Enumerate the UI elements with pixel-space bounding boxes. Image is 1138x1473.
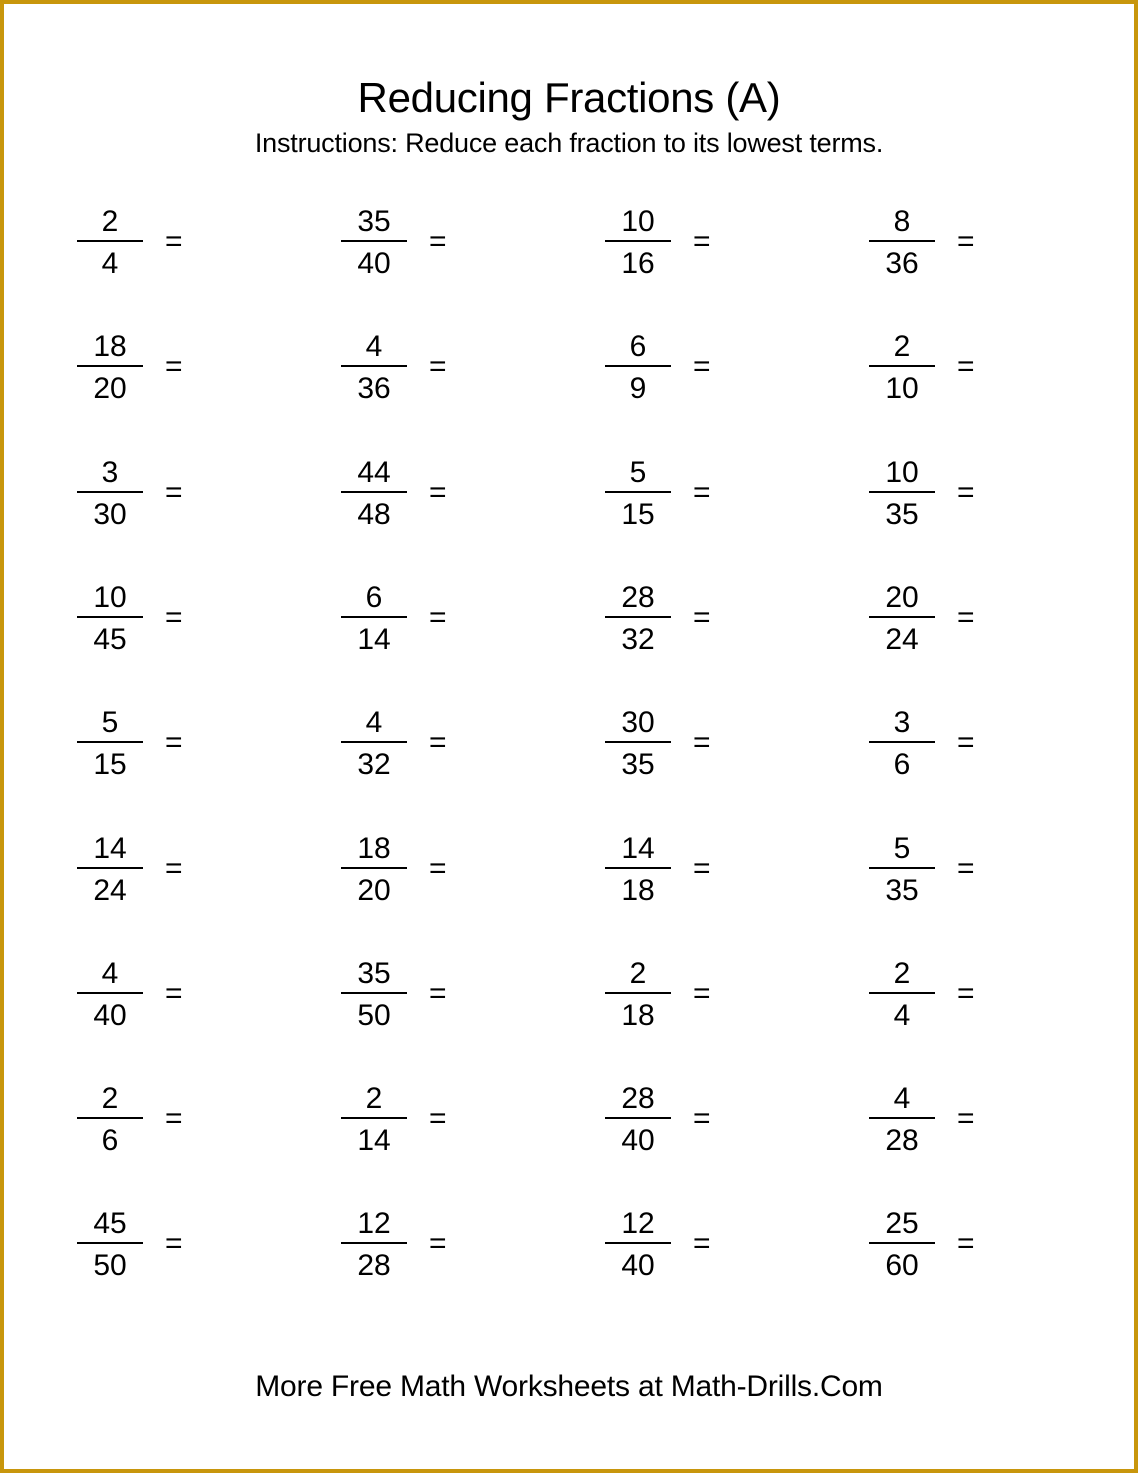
numerator: 5 xyxy=(629,456,647,489)
equals-sign: = xyxy=(693,225,711,258)
numerator: 44 xyxy=(357,456,391,489)
equals-sign: = xyxy=(429,225,447,258)
fraction-problem xyxy=(341,204,481,284)
fraction xyxy=(77,705,143,783)
fraction-problem xyxy=(869,956,1009,1036)
numerator: 5 xyxy=(893,832,911,865)
fraction-problem xyxy=(605,1081,745,1161)
fraction-problem xyxy=(77,831,217,911)
denominator: 20 xyxy=(357,874,391,907)
fraction-problem xyxy=(869,831,1009,911)
fraction-problem xyxy=(605,329,745,409)
denominator: 28 xyxy=(357,1249,391,1282)
denominator: 40 xyxy=(93,999,127,1032)
equals-sign: = xyxy=(957,225,975,258)
numerator: 4 xyxy=(101,957,119,990)
fraction xyxy=(77,1206,143,1284)
fraction xyxy=(77,329,143,407)
numerator: 5 xyxy=(101,706,119,739)
denominator: 48 xyxy=(357,498,391,531)
fraction-problem xyxy=(341,831,481,911)
equals-sign: = xyxy=(693,977,711,1010)
equals-sign: = xyxy=(429,1102,447,1135)
fraction-problem xyxy=(605,956,745,1036)
fraction xyxy=(605,329,671,407)
fraction xyxy=(341,580,407,658)
fraction xyxy=(869,956,935,1034)
numerator: 12 xyxy=(621,1207,655,1240)
fraction-problem xyxy=(341,705,481,785)
fraction xyxy=(77,580,143,658)
numerator: 2 xyxy=(101,1082,119,1115)
fraction xyxy=(605,1081,671,1159)
numerator: 2 xyxy=(365,1082,383,1115)
fraction xyxy=(605,705,671,783)
equals-sign: = xyxy=(957,1102,975,1135)
equals-sign: = xyxy=(693,726,711,759)
fraction-problem xyxy=(341,1206,481,1286)
fraction xyxy=(77,956,143,1034)
numerator: 25 xyxy=(885,1207,919,1240)
fraction-problem xyxy=(77,1081,217,1161)
fraction xyxy=(869,705,935,783)
denominator: 18 xyxy=(621,874,655,907)
denominator: 35 xyxy=(885,498,919,531)
equals-sign: = xyxy=(957,977,975,1010)
equals-sign: = xyxy=(429,726,447,759)
fraction xyxy=(341,204,407,282)
fraction-problem xyxy=(869,705,1009,785)
fraction-problem xyxy=(869,1081,1009,1161)
fraction xyxy=(605,831,671,909)
numerator: 6 xyxy=(365,581,383,614)
fraction-problem xyxy=(605,831,745,911)
equals-sign: = xyxy=(693,1102,711,1135)
fraction-problem xyxy=(869,580,1009,660)
denominator: 36 xyxy=(357,372,391,405)
fraction-problem xyxy=(869,204,1009,284)
fraction xyxy=(77,204,143,282)
fraction-problem xyxy=(605,580,745,660)
equals-sign: = xyxy=(429,350,447,383)
fraction xyxy=(869,580,935,658)
fraction xyxy=(605,1206,671,1284)
numerator: 6 xyxy=(629,330,647,363)
fraction-problem xyxy=(341,329,481,409)
numerator: 30 xyxy=(621,706,655,739)
fraction xyxy=(341,329,407,407)
numerator: 35 xyxy=(357,205,391,238)
numerator: 4 xyxy=(893,1082,911,1115)
denominator: 15 xyxy=(621,498,655,531)
denominator: 40 xyxy=(621,1124,655,1157)
fraction xyxy=(341,455,407,533)
equals-sign: = xyxy=(957,476,975,509)
numerator: 45 xyxy=(93,1207,127,1240)
fraction-problem xyxy=(341,956,481,1036)
equals-sign: = xyxy=(429,601,447,634)
denominator: 50 xyxy=(357,999,391,1032)
denominator: 40 xyxy=(357,247,391,280)
denominator: 50 xyxy=(93,1249,127,1282)
fraction xyxy=(77,831,143,909)
fraction-problem xyxy=(605,1206,745,1286)
numerator: 2 xyxy=(893,330,911,363)
fraction xyxy=(341,705,407,783)
numerator: 4 xyxy=(365,330,383,363)
numerator: 20 xyxy=(885,581,919,614)
denominator: 35 xyxy=(885,874,919,907)
fraction xyxy=(605,204,671,282)
equals-sign: = xyxy=(693,1227,711,1260)
numerator: 2 xyxy=(893,957,911,990)
fraction xyxy=(605,956,671,1034)
fraction-problem xyxy=(869,455,1009,535)
fraction xyxy=(869,204,935,282)
fraction xyxy=(77,455,143,533)
numerator: 10 xyxy=(621,205,655,238)
equals-sign: = xyxy=(165,350,183,383)
denominator: 32 xyxy=(621,623,655,656)
fraction-problem xyxy=(605,204,745,284)
denominator: 20 xyxy=(93,372,127,405)
denominator: 9 xyxy=(629,372,647,405)
denominator: 45 xyxy=(93,623,127,656)
equals-sign: = xyxy=(957,852,975,885)
fraction xyxy=(869,1206,935,1284)
denominator: 10 xyxy=(885,372,919,405)
fraction-problem xyxy=(341,455,481,535)
fraction xyxy=(869,329,935,407)
denominator: 18 xyxy=(621,999,655,1032)
equals-sign: = xyxy=(165,601,183,634)
denominator: 6 xyxy=(101,1124,119,1157)
equals-sign: = xyxy=(165,476,183,509)
denominator: 4 xyxy=(101,247,119,280)
fraction xyxy=(869,455,935,533)
fraction xyxy=(605,455,671,533)
equals-sign: = xyxy=(165,726,183,759)
denominator: 36 xyxy=(885,247,919,280)
equals-sign: = xyxy=(165,1227,183,1260)
numerator: 3 xyxy=(101,456,119,489)
denominator: 30 xyxy=(93,498,127,531)
worksheet-instructions: Instructions: Reduce each fraction to its lowest terms. xyxy=(254,128,884,158)
numerator: 2 xyxy=(629,957,647,990)
numerator: 2 xyxy=(101,205,119,238)
fraction-problem xyxy=(869,1206,1009,1286)
fraction-problem xyxy=(605,455,745,535)
denominator: 24 xyxy=(885,623,919,656)
equals-sign: = xyxy=(957,350,975,383)
fraction-problem xyxy=(77,1206,217,1286)
denominator: 14 xyxy=(357,1124,391,1157)
denominator: 32 xyxy=(357,748,391,781)
denominator: 28 xyxy=(885,1124,919,1157)
denominator: 60 xyxy=(885,1249,919,1282)
fraction-problem xyxy=(869,329,1009,409)
denominator: 35 xyxy=(621,748,655,781)
denominator: 15 xyxy=(93,748,127,781)
fraction-problem xyxy=(605,705,745,785)
fraction-problem xyxy=(341,1081,481,1161)
denominator: 16 xyxy=(621,247,655,280)
equals-sign: = xyxy=(165,1102,183,1135)
numerator: 35 xyxy=(357,957,391,990)
numerator: 14 xyxy=(621,832,655,865)
equals-sign: = xyxy=(429,1227,447,1260)
fraction-problem xyxy=(341,580,481,660)
fraction-problem xyxy=(77,956,217,1036)
fraction-problem xyxy=(77,204,217,284)
equals-sign: = xyxy=(429,977,447,1010)
numerator: 3 xyxy=(893,706,911,739)
denominator: 24 xyxy=(93,874,127,907)
fraction-problem xyxy=(77,705,217,785)
fraction xyxy=(869,831,935,909)
worksheet-title: Reducing Fractions (A) xyxy=(357,74,781,121)
equals-sign: = xyxy=(693,601,711,634)
fraction xyxy=(77,1081,143,1159)
fraction-problem xyxy=(77,580,217,660)
numerator: 10 xyxy=(93,581,127,614)
equals-sign: = xyxy=(693,852,711,885)
fraction xyxy=(341,1206,407,1284)
numerator: 10 xyxy=(885,456,919,489)
equals-sign: = xyxy=(693,350,711,383)
numerator: 28 xyxy=(621,581,655,614)
fraction-problem xyxy=(77,329,217,409)
numerator: 28 xyxy=(621,1082,655,1115)
equals-sign: = xyxy=(165,977,183,1010)
equals-sign: = xyxy=(957,601,975,634)
numerator: 4 xyxy=(365,706,383,739)
equals-sign: = xyxy=(165,852,183,885)
numerator: 12 xyxy=(357,1207,391,1240)
equals-sign: = xyxy=(957,726,975,759)
denominator: 14 xyxy=(357,623,391,656)
denominator: 6 xyxy=(893,748,911,781)
equals-sign: = xyxy=(693,476,711,509)
numerator: 18 xyxy=(93,330,127,363)
fraction xyxy=(341,956,407,1034)
equals-sign: = xyxy=(429,852,447,885)
denominator: 4 xyxy=(893,999,911,1032)
equals-sign: = xyxy=(957,1227,975,1260)
fraction xyxy=(869,1081,935,1159)
equals-sign: = xyxy=(165,225,183,258)
fraction xyxy=(605,580,671,658)
denominator: 40 xyxy=(621,1249,655,1282)
numerator: 8 xyxy=(893,205,911,238)
fraction-problem xyxy=(77,455,217,535)
footer-link-text: More Free Math Worksheets at Math-Drills.Com xyxy=(255,1370,883,1403)
fraction xyxy=(341,1081,407,1159)
numerator: 18 xyxy=(357,832,391,865)
fraction xyxy=(341,831,407,909)
numerator: 14 xyxy=(93,832,127,865)
equals-sign: = xyxy=(429,476,447,509)
